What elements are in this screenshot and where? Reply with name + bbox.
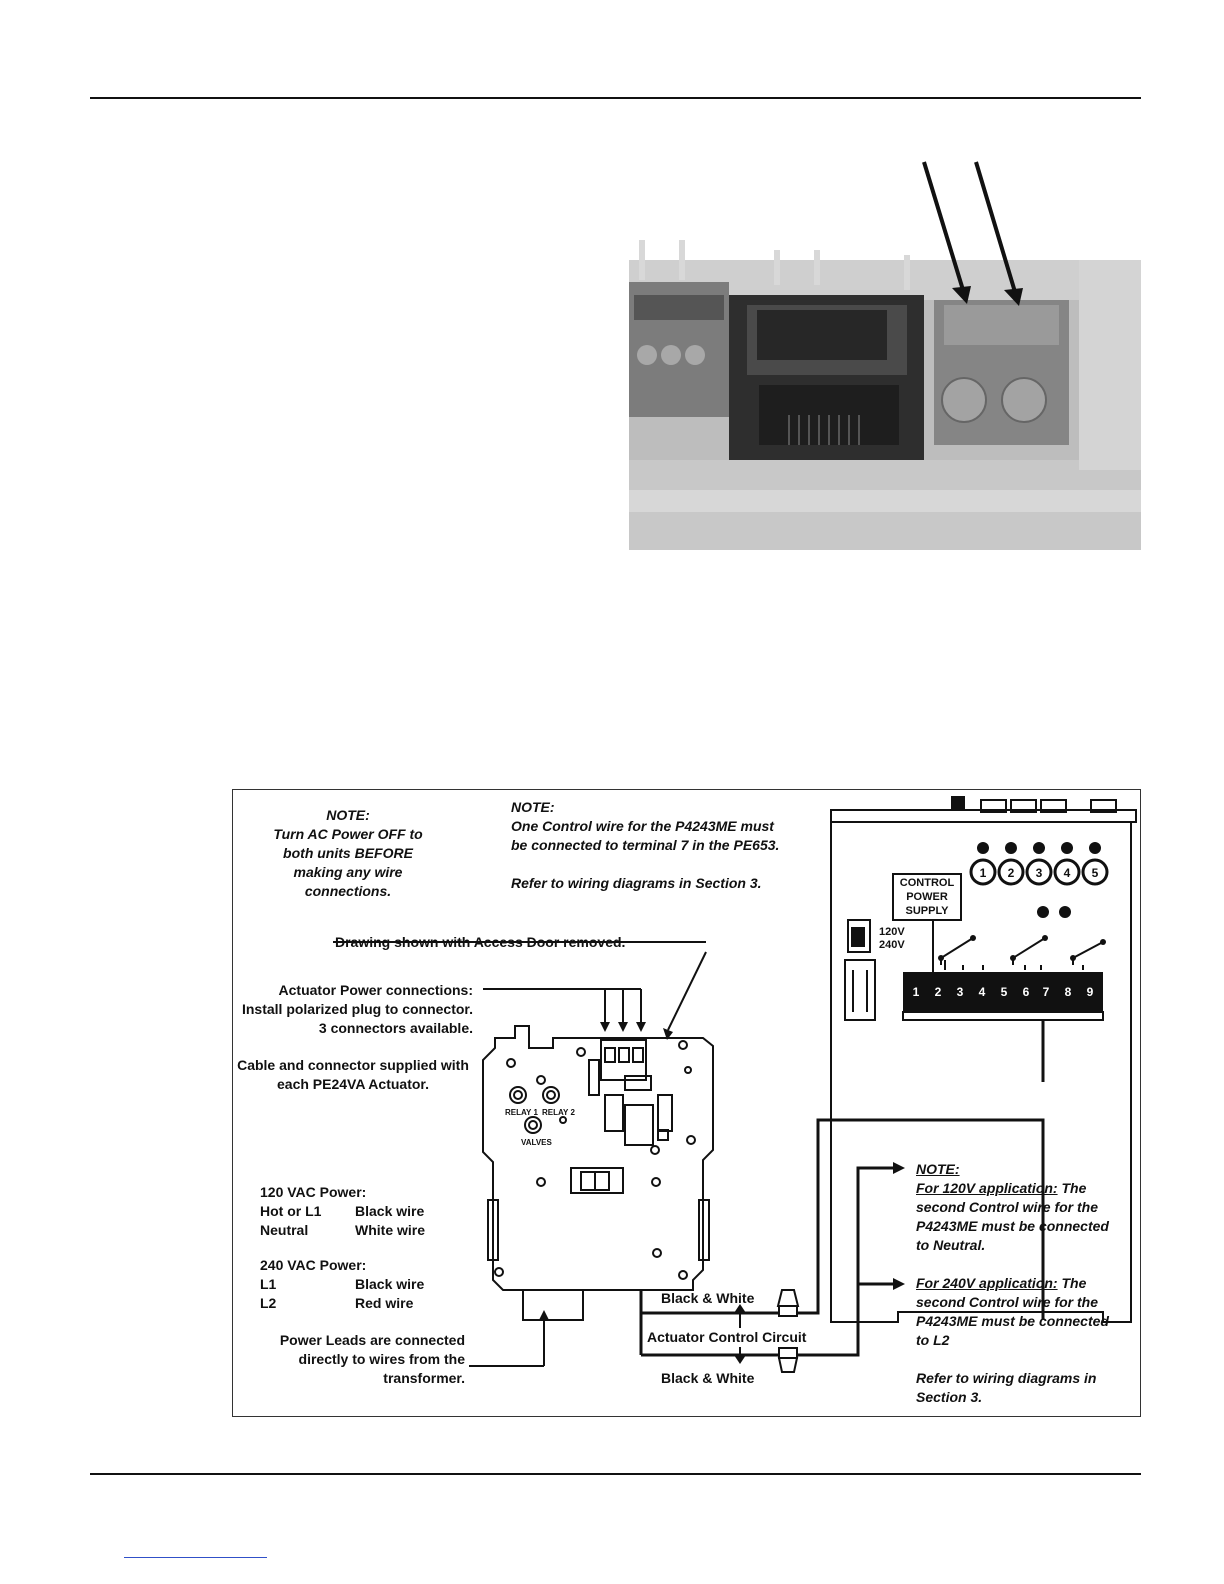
actuator-control-circuit-label: Actuator Control Circuit	[647, 1329, 807, 1345]
terminal-number: 2	[934, 985, 942, 999]
header-rule	[90, 97, 1141, 99]
relay1-label: RELAY 1	[505, 1108, 538, 1117]
text-line: 3 connectors available.	[318, 1020, 473, 1036]
note-line: One Control wire for the P4243ME must	[511, 818, 774, 834]
black-white-bottom-label: Black & White	[661, 1370, 755, 1386]
power-leads-note	[253, 1331, 465, 1388]
actuator-power-connections	[229, 981, 473, 1038]
wire-terminal: L2	[260, 1295, 277, 1311]
wiring-diagram	[232, 789, 1141, 1417]
note-line: be connected to terminal 7 in the PE653.	[511, 837, 780, 853]
note-240-application	[916, 1274, 1126, 1350]
power-row	[260, 1221, 460, 1240]
note-line: connections.	[304, 883, 392, 899]
power-row	[260, 1202, 460, 1221]
power-title: 240 VAC Power:	[260, 1257, 367, 1273]
note-power-off	[253, 806, 443, 901]
note-control-wire	[511, 798, 831, 893]
text-line: transformer.	[383, 1370, 465, 1386]
relay-number: 3	[1035, 866, 1043, 880]
note-title: NOTE:	[916, 1161, 960, 1177]
terminal-number: 3	[956, 985, 964, 999]
power-title: 120 VAC Power:	[260, 1184, 367, 1200]
wire-terminal: Neutral	[260, 1222, 309, 1238]
terminal-number: 4	[978, 985, 986, 999]
power-240-table	[260, 1256, 460, 1313]
valves-label: VALVES	[521, 1138, 552, 1147]
text-line: Install polarized plug to connector.	[241, 1001, 473, 1017]
app240-label: For 240V application:	[916, 1275, 1058, 1291]
relay-number: 1	[979, 866, 987, 880]
access-door-caption: Drawing shown with Access Door removed.	[335, 934, 626, 950]
app120-text: The second Control wire for the P4243ME must be connected to Neutral.	[916, 1180, 1109, 1253]
text-line: Actuator Power connections:	[278, 982, 473, 998]
relay-number: 4	[1063, 866, 1071, 880]
wire-color: Black wire	[355, 1276, 425, 1292]
app120-label: For 120V application:	[916, 1180, 1058, 1196]
power-120-table	[260, 1183, 460, 1240]
footer-rule	[90, 1473, 1141, 1475]
note-120-application	[916, 1179, 1126, 1255]
note-line: Refer to wiring diagrams in Section 3.	[511, 875, 762, 891]
cable-supplied-note	[231, 1056, 475, 1094]
text-line: Power Leads are connected	[279, 1332, 465, 1348]
control-label: CONTROL	[899, 877, 955, 889]
note-line: both units BEFORE	[283, 845, 413, 861]
text-line: Cable and connector supplied with	[237, 1057, 469, 1073]
note-refer: Refer to wiring diagrams in Section 3.	[916, 1370, 1097, 1405]
v240-label: 240V	[879, 939, 905, 951]
wire-color: White wire	[355, 1222, 426, 1238]
power-row	[260, 1294, 460, 1313]
supply-label: SUPPLY	[905, 905, 949, 917]
wire-terminal: Hot or L1	[260, 1203, 322, 1219]
terminal-number: 6	[1022, 985, 1030, 999]
relay2-label: RELAY 2	[542, 1108, 575, 1117]
wire-color: Black wire	[355, 1203, 425, 1219]
connector-photo	[629, 160, 1141, 550]
terminal-number: 9	[1086, 985, 1094, 999]
power-row	[260, 1275, 460, 1294]
relay-number: 2	[1007, 866, 1015, 880]
wire-color: Red wire	[355, 1295, 414, 1311]
note-applications	[916, 1160, 1126, 1407]
relay-number: 5	[1091, 866, 1099, 880]
footer-link-underline[interactable]	[124, 1557, 267, 1558]
black-white-top-label: Black & White	[661, 1290, 755, 1306]
terminal-number: 5	[1000, 985, 1008, 999]
text-line: each PE24VA Actuator.	[277, 1076, 429, 1092]
terminal-number: 7	[1042, 985, 1050, 999]
control-power-supply-label	[893, 876, 961, 918]
terminal-number: 8	[1064, 985, 1072, 999]
note-title: NOTE:	[326, 807, 370, 823]
note-title: NOTE:	[511, 799, 555, 815]
note-line: Turn AC Power OFF to	[273, 826, 423, 842]
power-label: POWER	[906, 891, 948, 903]
text-line: directly to wires from the	[298, 1351, 465, 1367]
note-line	[511, 855, 831, 874]
wire-terminal: L1	[260, 1276, 277, 1292]
note-line: making any wire	[293, 864, 403, 880]
v120-label: 120V	[879, 926, 905, 938]
terminal-number: 1	[912, 985, 920, 999]
app240-text: The second Control wire for the P4243ME must be connected to L2	[916, 1275, 1109, 1348]
